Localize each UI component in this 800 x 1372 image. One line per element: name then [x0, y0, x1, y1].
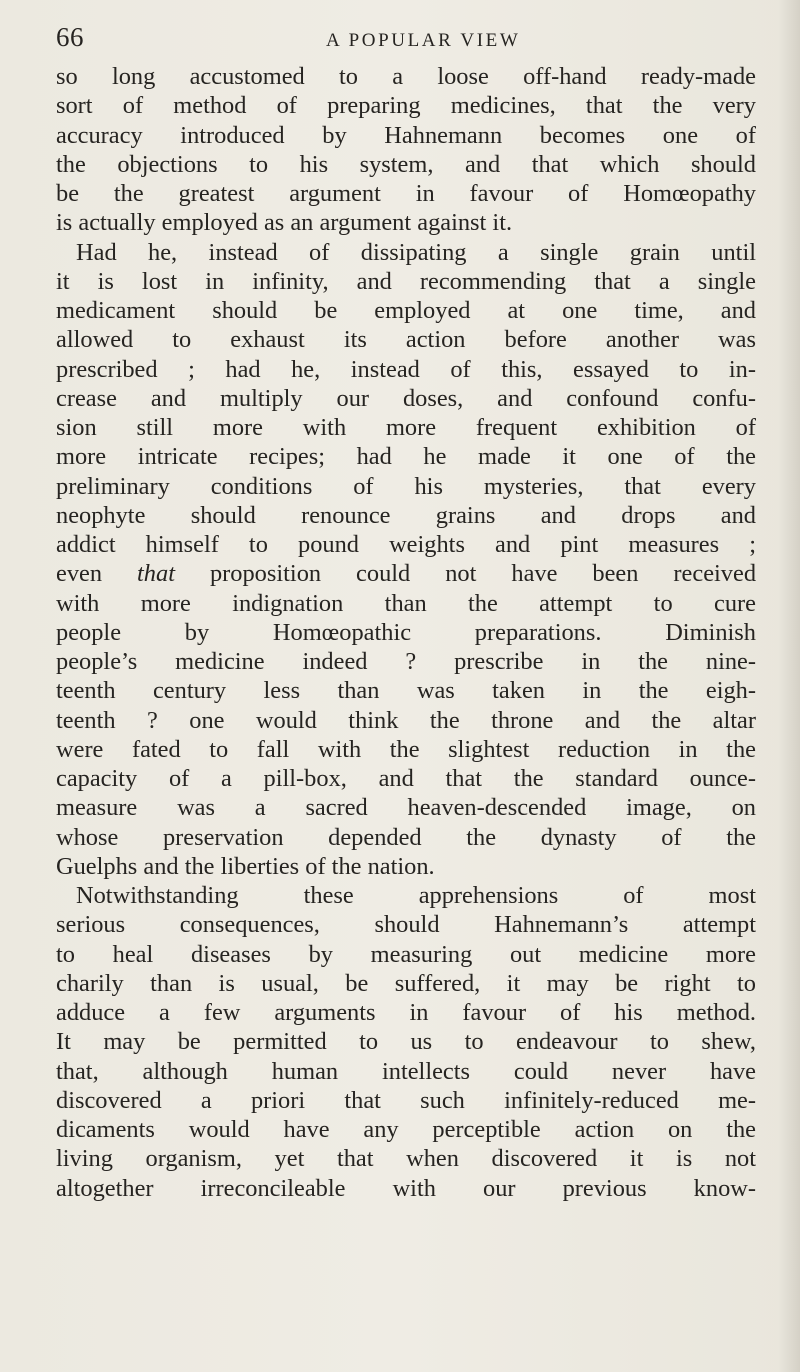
body-text: [56, 62, 756, 1203]
text-line: serious consequences, should Hahnemann’s attempt: [56, 911, 756, 939]
text-line: measure was a sacred heaven-descended image, on: [56, 794, 756, 822]
text-line: Notwithstanding these apprehensions of most: [76, 882, 756, 909]
text-line: Guelphs and the liberties of the nation.: [56, 852, 435, 880]
text-line: adduce a few arguments in favour of his method.: [56, 999, 756, 1026]
text-line: neophyte should renounce grains and drops and: [56, 501, 756, 529]
text-line: altogether irreconcileable with our previous know-: [56, 1174, 756, 1202]
text-line: more intricate recipes; had he made it one of the: [56, 443, 756, 471]
text-line: that, although human intellects could never have: [56, 1057, 756, 1085]
running-head: A POPULAR VIEW: [326, 30, 521, 51]
page-number: 66: [56, 22, 84, 52]
text-segment: even: [56, 560, 138, 588]
text-line: allowed to exhaust its action before another was: [56, 326, 756, 354]
text-line: It may be permitted to us to endeavour to shew,: [56, 1028, 756, 1056]
text-segment: proposition could not have been received: [174, 560, 757, 588]
text-line: sort of method of preparing medicines, that the very: [56, 92, 756, 120]
text-line: teenth century less than was taken in the eigh-: [56, 677, 756, 705]
italic-word: that: [137, 560, 175, 588]
text-line: with more indignation than the attempt to cure: [56, 589, 756, 617]
text-line: capacity of a pill-box, and that the standard ounce-: [56, 765, 756, 792]
text-line: sion still more with more frequent exhibition of: [56, 414, 756, 441]
text-line: prescribed ; had he, instead of this, essayed to in-: [56, 355, 756, 383]
text-line: accuracy introduced by Hahnemann becomes one of: [56, 121, 756, 149]
page-header: [56, 22, 756, 58]
text-line: discovered a priori that such infinitely-reduced me-: [56, 1086, 756, 1114]
text-line: living organism, yet that when discovered it is not: [56, 1145, 756, 1173]
text-line: be the greatest argument in favour of Homœopathy: [56, 180, 756, 207]
text-line: so long accustomed to a loose off-hand ready-made: [56, 63, 756, 90]
text-line: whose preservation depended the dynasty of the: [56, 823, 756, 851]
text-line: medicament should be employed at one time, and: [56, 297, 756, 324]
text-line: people’s medicine indeed ? prescribe in the nine-: [56, 648, 756, 675]
text-line: it is lost in infinity, and recommending that a single: [56, 267, 756, 295]
text-line: [56, 559, 756, 588]
text-line: addict himself to pound weights and pint measures ;: [56, 531, 756, 558]
text-line: Had he, instead of dissipating a single grain until: [76, 238, 756, 266]
text-line: crease and multiply our doses, and confound confu-: [56, 384, 756, 412]
text-line: dicaments would have any perceptible action on the: [56, 1116, 756, 1143]
text-line: preliminary conditions of his mysteries, that every: [56, 472, 756, 500]
text-line: to heal diseases by measuring out medicine more: [56, 940, 756, 968]
text-line: is actually employed as an argument against it.: [56, 209, 513, 237]
text-line: were fated to fall with the slightest reduction in the: [56, 735, 756, 763]
text-line: people by Homœopathic preparations. Diminish: [56, 618, 756, 646]
text-line: the objections to his system, and that which should: [56, 150, 756, 178]
text-line: charily than is usual, be suffered, it may be right to: [56, 969, 756, 997]
text-line: teenth ? one would think the throne and the altar: [56, 706, 756, 734]
page-edge-shadow: [778, 0, 800, 1372]
